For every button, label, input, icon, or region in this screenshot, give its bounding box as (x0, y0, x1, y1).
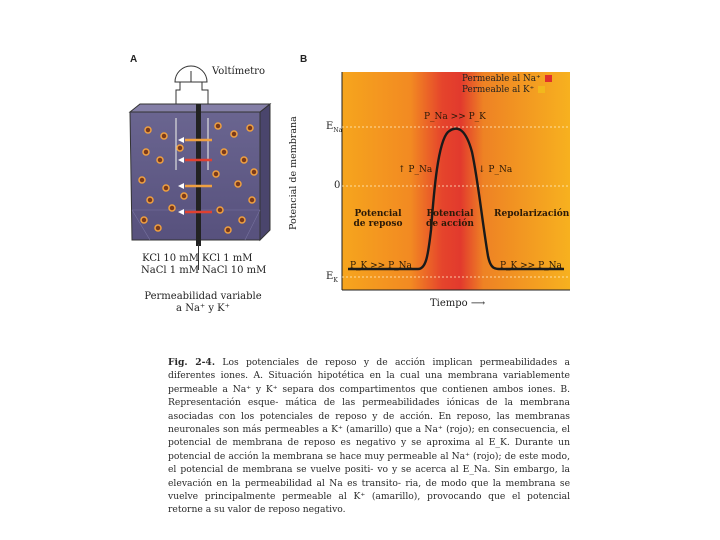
caption-line: vo y se acerca al E_Na. Sin embargo, la elevación en la permeabilidad al Na es transito- (168, 464, 570, 489)
phase-rest-line: de reposo (353, 219, 403, 229)
phase-action-line: Potencial (426, 209, 474, 219)
y-axis-label: Potencial de membrana (288, 116, 299, 230)
legend-item-na (462, 74, 552, 85)
membrane-label-line: Permeabilidad variable (144, 291, 262, 302)
caption-line: iones. A. Situación hipotética en la cual una membrana variablemente permeable a Na⁺ (168, 370, 570, 395)
tick-ek-text: E (326, 271, 334, 282)
legend (462, 74, 552, 96)
figure-caption (168, 356, 570, 517)
caption-line: provocando que el potencial retorne a su valor de reposo negativo. (168, 491, 571, 516)
tick-zero: 0 (334, 180, 341, 191)
legend-swatch (538, 86, 545, 93)
legend-label: Permeable al Na⁺ (462, 74, 541, 84)
left-solution-line: NaCl 1 mM (140, 265, 199, 276)
rest-relation-left: P_K >> P_Na (350, 261, 412, 271)
peak-relation: P_Na >> P_K (424, 112, 486, 122)
caption-line: y K⁺ separa dos compartimentos que contienen ambos iones. B. Representación esque- (168, 383, 570, 409)
right-solution-line: NaCl 10 mM (202, 265, 267, 276)
caption-line: (amarillo) que a Na⁺ (rojo); en consecuencia, el potencial de membrana de reposo es (168, 424, 570, 449)
phase-rest (348, 209, 408, 229)
legend-swatch (545, 75, 552, 82)
caption-label: Fig. 2-4. (168, 357, 216, 368)
phase-repolarization: Repolarización (494, 209, 570, 219)
tick-ena-text: E (326, 121, 334, 132)
x-axis-label (430, 298, 485, 310)
right-solution (202, 253, 266, 277)
membrane-label (138, 291, 268, 315)
caption-line: negativo y se aproxima al E_K. Durante un potencial de acción la membrana se hace (168, 437, 570, 462)
membrane-label-line: a Na⁺ y K⁺ (176, 303, 230, 314)
falling-annotation: ↓ P_Na (478, 165, 513, 175)
tick-ek (326, 271, 338, 287)
left-solution (129, 253, 199, 277)
voltmeter-label: Voltímetro (212, 66, 265, 77)
left-solution-line: KCl 10 mM (142, 253, 199, 264)
panel-b-plot (300, 60, 580, 310)
caption-line: ria, de modo que la membrana se vuelve principalmente permeable al K⁺ (amarillo), (168, 477, 571, 503)
tick-ek-sub: K (333, 277, 338, 284)
x-axis-arrow-icon: ⟶ (470, 298, 486, 309)
phase-rest-line: Potencial (354, 209, 402, 219)
rest-relation-right: P_K >> P_Na (500, 261, 562, 271)
tick-ena-sub: Na (333, 127, 343, 134)
phase-action (420, 209, 480, 229)
caption-line: Los potenciales de reposo y de acción implican permeabilidades a diferentes (168, 357, 570, 382)
panel-a-diagram (120, 60, 280, 270)
legend-item-k (462, 85, 552, 96)
right-solution-line: KCl 1 mM (202, 253, 253, 264)
x-axis-text: Tiempo (430, 298, 468, 309)
panel-a-letter: A (130, 54, 138, 65)
phase-action-line: de acción (426, 219, 474, 229)
panel-b-letter: B (300, 54, 308, 65)
rising-annotation: ↑ P_Na (398, 165, 433, 175)
tick-ena (326, 121, 342, 137)
plot-background (342, 72, 570, 290)
caption-line: mática de las permeabilidades iónicas de la membrana asociadas con los potenciales (168, 397, 571, 422)
caption-line: muy permeable al Na⁺ (rojo); de este modo, el potencial de membrana se vuelve positi- (168, 450, 570, 476)
caption-line: de reposo y de acción. En reposo, las membranas neuronales son más permeables a K⁺ (168, 410, 571, 436)
legend-label: Permeable al K⁺ (462, 85, 535, 95)
